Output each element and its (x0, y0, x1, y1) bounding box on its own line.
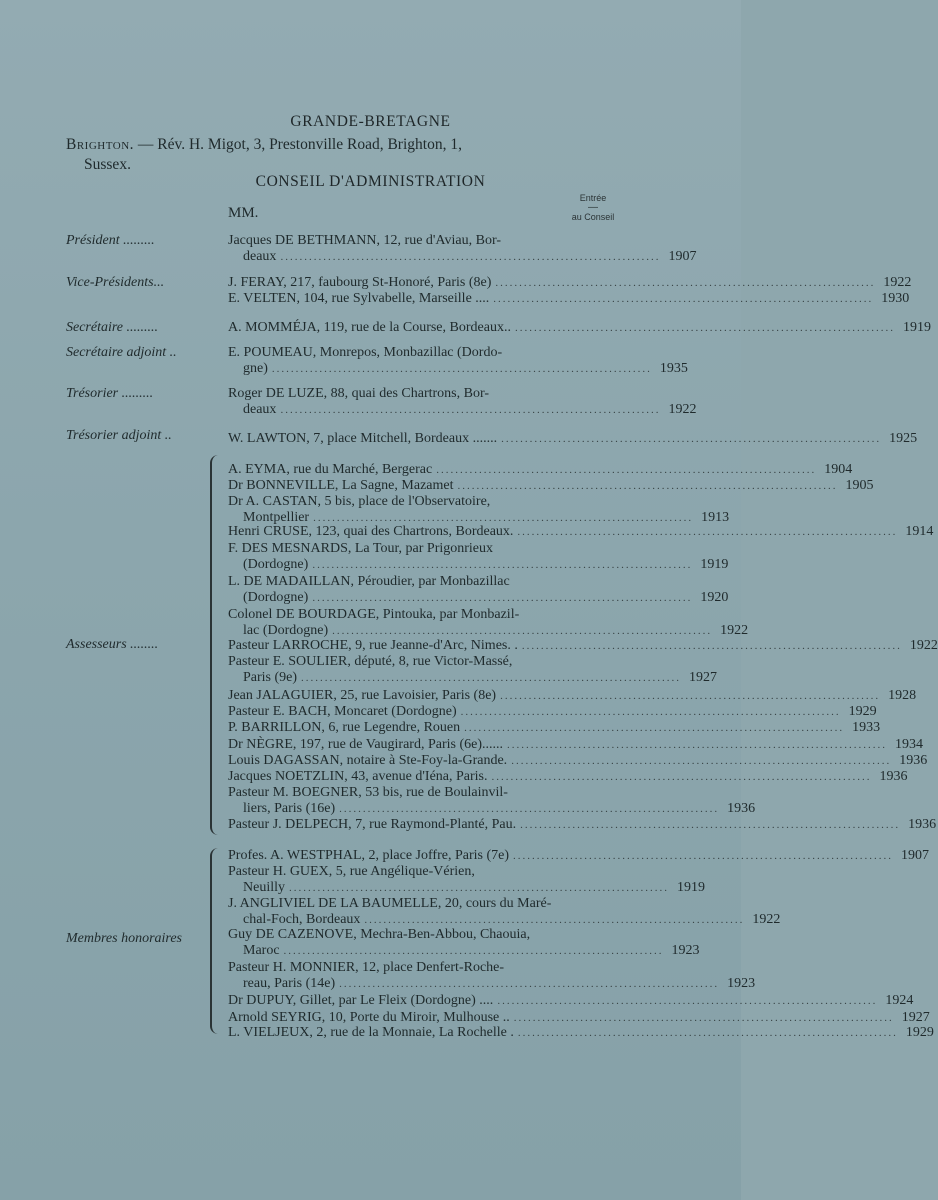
entry-text: gne) (243, 361, 268, 376)
dot-leader: ................................................................................ (501, 433, 882, 445)
entry-line (228, 541, 620, 557)
entry-year: 1922 (668, 402, 697, 417)
entry-year: 1936 (727, 801, 756, 816)
entry-text: Pasteur LARROCHE, 9, rue Jeanne-d'Arc, Nimes. . (228, 638, 518, 653)
entry-year: 1920 (700, 590, 729, 605)
entry-year: 1907 (900, 848, 929, 863)
council-member-entry (228, 864, 705, 896)
role-tresorier-adjoint: Trésorier adjoint .. (66, 428, 172, 443)
entry-line (228, 737, 924, 753)
entry-year: 1919 (700, 557, 729, 572)
entry-line (228, 345, 620, 361)
entry-line (228, 320, 931, 336)
council-member-entry (228, 524, 934, 540)
entry-line (228, 557, 729, 573)
entry-year: 1928 (888, 688, 917, 703)
dot-leader: ................................................................................ (512, 850, 893, 862)
dot-leader: ................................................................................ (517, 526, 898, 538)
dot-leader: ................................................................................ (312, 592, 693, 604)
entry-text: J. ANGLIVIEL DE LA BAUMELLE, 20, cours du Maré- (228, 896, 552, 911)
council-member-entry (228, 1010, 930, 1026)
entry-text: L. DE MADAILLAN, Péroudier, par Monbazillac (228, 574, 510, 589)
section-title-conseil: CONSEIL D'ADMINISTRATION (255, 173, 486, 190)
entry-line (228, 402, 697, 418)
entry-year: 1919 (677, 880, 705, 895)
entry-text: Pasteur H. GUEX, 5, rue Angélique-Vérien, (228, 864, 475, 879)
council-member-entry (228, 275, 912, 291)
entry-line (228, 801, 756, 817)
role-secretaire-adjoint: Secrétaire adjoint .. (66, 345, 177, 360)
council-member-entry (228, 320, 931, 336)
dot-leader: ................................................................................ (495, 277, 876, 289)
entry-year: 1927 (901, 1010, 930, 1025)
entry-text: Pasteur J. DELPECH, 7, rue Raymond-Planté, Pau. (228, 817, 517, 832)
entry-text: deaux (243, 249, 277, 264)
entry-text: Montpellier (243, 510, 310, 525)
entry-text: Jacques DE BETHMANN, 12, rue d'Aviau, Bor- (228, 233, 501, 248)
entry-line (228, 623, 749, 639)
entry-text: Dr BONNEVILLE, La Sagne, Mazamet (228, 478, 454, 493)
entry-year: 1923 (727, 976, 756, 991)
council-member-entry (228, 769, 908, 785)
entry-text: chal-Foch, Bordeaux (243, 912, 361, 927)
entry-year: 1907 (668, 249, 697, 264)
council-member-entry (228, 291, 910, 307)
dot-leader: ................................................................................ (301, 672, 682, 684)
entry-line (228, 896, 620, 912)
entry-text: deaux (243, 402, 277, 417)
entry-line (228, 386, 620, 402)
role-membres-honoraires: Membres honoraires (66, 931, 183, 946)
dot-leader: ................................................................................ (464, 722, 845, 734)
brighton-city: Brighton. (66, 136, 135, 153)
entry-text: Guy DE CAZENOVE, Mechra-Ben-Abbou, Chaouia, (228, 927, 531, 942)
dot-leader: ................................................................................ (520, 819, 901, 831)
entry-year: 1925 (889, 431, 918, 446)
entry-text: E. VELTEN, 104, rue Sylvabelle, Marseille .... (228, 291, 490, 306)
entry-text: Dr NÈGRE, 197, rue de Vaugirard, Paris (6e)...... (228, 737, 504, 752)
dot-leader: ................................................................................ (339, 803, 720, 815)
entry-year: 1933 (852, 720, 881, 735)
council-member-entry (228, 494, 730, 526)
entree-label: Entrée (579, 193, 607, 203)
council-member-entry (228, 688, 917, 704)
entry-text: Arnold SEYRIG, 10, Porte du Miroir, Mulhouse .. (228, 1010, 510, 1025)
entry-year: 1919 (902, 320, 931, 335)
dot-leader: ................................................................................ (511, 755, 892, 767)
role-vice-presidents: Vice-Présidents... (66, 275, 165, 290)
dot-leader: ................................................................................ (283, 945, 664, 957)
council-member-entry (228, 574, 729, 606)
entry-line (228, 478, 874, 494)
role-assesseurs: Assesseurs ........ (66, 637, 159, 652)
entry-text: Profes. A. WESTPHAL, 2, place Joffre, Paris (7e) (228, 848, 509, 863)
entry-text: Henri CRUSE, 123, quai des Chartrons, Bordeaux. (228, 524, 514, 539)
role-president: Président ......... (66, 233, 155, 248)
entry-text: (Dordogne) (243, 557, 309, 572)
council-member-entry (228, 607, 749, 639)
entry-year: 1936 (908, 817, 937, 832)
role-tresorier: Trésorier ......... (66, 386, 154, 401)
entry-text: Paris (9e) (243, 670, 298, 685)
dot-leader: ................................................................................ (513, 1012, 894, 1024)
entry-text: Pasteur E. BACH, Moncaret (Dordogne) (228, 704, 457, 719)
entry-text: lac (Dordogne) (243, 623, 329, 638)
entry-text: liers, Paris (16e) (243, 801, 336, 816)
entry-text: E. POUMEAU, Monrepos, Monbazillac (Dordo- (228, 345, 503, 360)
entry-line (228, 785, 620, 801)
council-member-entry (228, 927, 700, 959)
entry-line (228, 524, 934, 540)
entry-line (228, 704, 877, 720)
entry-text: Dr DUPUY, Gillet, par Le Fleix (Dordogne) .... (228, 993, 494, 1008)
entry-line (228, 720, 881, 736)
entry-year: 1923 (671, 943, 700, 958)
entry-year: 1905 (845, 478, 874, 493)
entry-text: Pasteur H. MONNIER, 12, place Denfert-Roche- (228, 960, 505, 975)
entry-line (228, 494, 620, 510)
entry-text: Roger DE LUZE, 88, quai des Chartrons, Bor- (228, 386, 490, 401)
entry-text: Jean JALAGUIER, 25, rue Lavoisier, Paris (8e) (228, 688, 497, 703)
au-conseil-label: au Conseil (571, 212, 615, 222)
council-member-entry (228, 478, 874, 494)
entry-text: Pasteur M. BOEGNER, 53 bis, rue de Boulainvil- (228, 785, 508, 800)
entry-text: Dr A. CASTAN, 5 bis, place de l'Observatoire, (228, 494, 491, 509)
entry-line (228, 688, 917, 704)
entry-line (228, 275, 912, 291)
council-member-entry (228, 462, 853, 478)
entry-line (228, 654, 620, 670)
entry-year: 1929 (905, 1025, 934, 1040)
entry-year: 1924 (885, 993, 914, 1008)
dot-leader: ................................................................................ (280, 251, 661, 263)
dot-leader: ................................................................................ (460, 706, 841, 718)
council-member-entry (228, 993, 914, 1009)
dot-leader: ................................................................................ (313, 512, 694, 524)
entry-line (228, 431, 918, 447)
entry-text: W. LAWTON, 7, place Mitchell, Bordeaux ....... (228, 431, 498, 446)
entry-line (228, 361, 688, 377)
entry-year: 1922 (909, 638, 938, 653)
dot-leader: ................................................................................ (457, 480, 838, 492)
entry-line (228, 960, 620, 976)
entry-text: Neuilly (243, 880, 285, 895)
dot-leader: ................................................................................ (332, 625, 713, 637)
entry-line (228, 1025, 934, 1041)
entry-line (228, 233, 620, 249)
council-member-entry (228, 817, 937, 833)
dot-leader: ................................................................................ (312, 559, 693, 571)
entry-line (228, 638, 938, 654)
council-member-entry (228, 1025, 934, 1041)
entry-text: J. FERAY, 217, faubourg St-Honoré, Paris (8e) (228, 275, 492, 290)
dot-leader: ................................................................................ (500, 690, 881, 702)
entry-text: A. EYMA, rue du Marché, Bergerac (228, 462, 433, 477)
entry-line (228, 249, 697, 265)
entry-text: Maroc (243, 943, 280, 958)
dot-leader: ................................................................................ (289, 882, 669, 894)
council-member-entry (228, 848, 929, 864)
entry-line (228, 976, 756, 992)
entry-text: Pasteur E. SOULIER, député, 8, rue Victor-Massé, (228, 654, 513, 669)
council-member-entry (228, 431, 918, 447)
dot-leader: ................................................................................ (271, 363, 652, 375)
dot-leader: ................................................................................ (514, 322, 895, 334)
entry-year: 1936 (879, 769, 908, 784)
dot-leader: ................................................................................ (491, 771, 872, 783)
entry-text: Colonel DE BOURDAGE, Pintouka, par Monbazil- (228, 607, 520, 622)
entry-year: 1922 (883, 275, 912, 290)
entry-line (228, 864, 620, 880)
brighton-line-2: Sussex. (84, 156, 131, 173)
council-member-entry (228, 386, 697, 418)
entry-year: 1922 (720, 623, 749, 638)
dot-leader: ................................................................................ (493, 293, 874, 305)
dot-leader: ................................................................................ (280, 404, 661, 416)
entry-line (228, 574, 620, 590)
entry-line (228, 927, 620, 943)
mm-label: MM. (228, 205, 259, 221)
council-member-entry (228, 233, 697, 265)
entry-text: (Dordogne) (243, 590, 309, 605)
entry-line (228, 670, 718, 686)
entry-year: 1936 (899, 753, 928, 768)
entry-line (228, 817, 937, 833)
entry-line (228, 1010, 930, 1026)
council-member-entry (228, 704, 877, 720)
dot-leader: ................................................................................ (364, 914, 745, 926)
entry-line (228, 462, 853, 478)
entry-line (228, 291, 910, 307)
entry-line (228, 753, 928, 769)
council-member-entry (228, 720, 881, 736)
council-member-entry (228, 638, 938, 654)
dot-leader: ................................................................................ (507, 739, 888, 751)
council-member-entry (228, 345, 688, 377)
dot-leader: ................................................................................ (436, 464, 817, 476)
entry-text: A. MOMMÉJA, 119, rue de la Course, Bordeaux.. (228, 320, 511, 335)
dot-leader: ................................................................................ (521, 640, 902, 652)
entry-year: 1914 (905, 524, 934, 539)
entry-text: L. VIELJEUX, 2, rue de la Monnaie, La Rochelle . (228, 1025, 514, 1040)
entry-year: 1904 (824, 462, 853, 477)
entry-line (228, 607, 620, 623)
role-secretaire: Secrétaire ......... (66, 320, 159, 335)
entry-text: Jacques NOETZLIN, 43, avenue d'Iéna, Paris. (228, 769, 488, 784)
entry-year: 1930 (881, 291, 910, 306)
entree-au-conseil-header (566, 193, 620, 223)
entry-year: 1922 (752, 912, 781, 927)
entry-year: 1929 (848, 704, 877, 719)
brighton-line-1: — Rév. H. Migot, 3, Prestonville Road, Brighton, 1, (137, 136, 462, 153)
entry-text: Louis DAGASSAN, notaire à Ste-Foy-la-Grande. (228, 753, 508, 768)
dot-leader: ................................................................................ (339, 978, 720, 990)
entree-dash: — (588, 202, 598, 213)
council-member-entry (228, 785, 756, 817)
entry-text: reau, Paris (14e) (243, 976, 336, 991)
council-member-entry (228, 753, 928, 769)
entry-line (228, 993, 914, 1009)
entry-line (228, 943, 700, 959)
dot-leader: ................................................................................ (497, 995, 878, 1007)
entry-year: 1934 (895, 737, 924, 752)
entry-year: 1935 (659, 361, 688, 376)
entry-line (228, 590, 729, 606)
membres-honoraires-brace (210, 848, 226, 1034)
section-title-grande-bretagne: GRANDE-BRETAGNE (290, 113, 451, 130)
council-member-entry (228, 541, 729, 573)
entry-line (228, 769, 908, 785)
council-member-entry (228, 896, 781, 928)
dot-leader: ................................................................................ (517, 1027, 898, 1039)
brighton-entry (66, 135, 596, 155)
council-member-entry (228, 654, 718, 686)
entry-text: F. DES MESNARDS, La Tour, par Prigonrieux (228, 541, 494, 556)
assesseurs-brace (210, 455, 226, 835)
entry-line (228, 912, 781, 928)
entry-line (228, 848, 929, 864)
council-member-entry (228, 960, 756, 992)
entry-line (228, 880, 705, 896)
entry-year: 1927 (689, 670, 718, 685)
entry-text: P. BARRILLON, 6, rue Legendre, Rouen (228, 720, 461, 735)
entry-year: 1913 (701, 510, 730, 525)
council-member-entry (228, 737, 924, 753)
